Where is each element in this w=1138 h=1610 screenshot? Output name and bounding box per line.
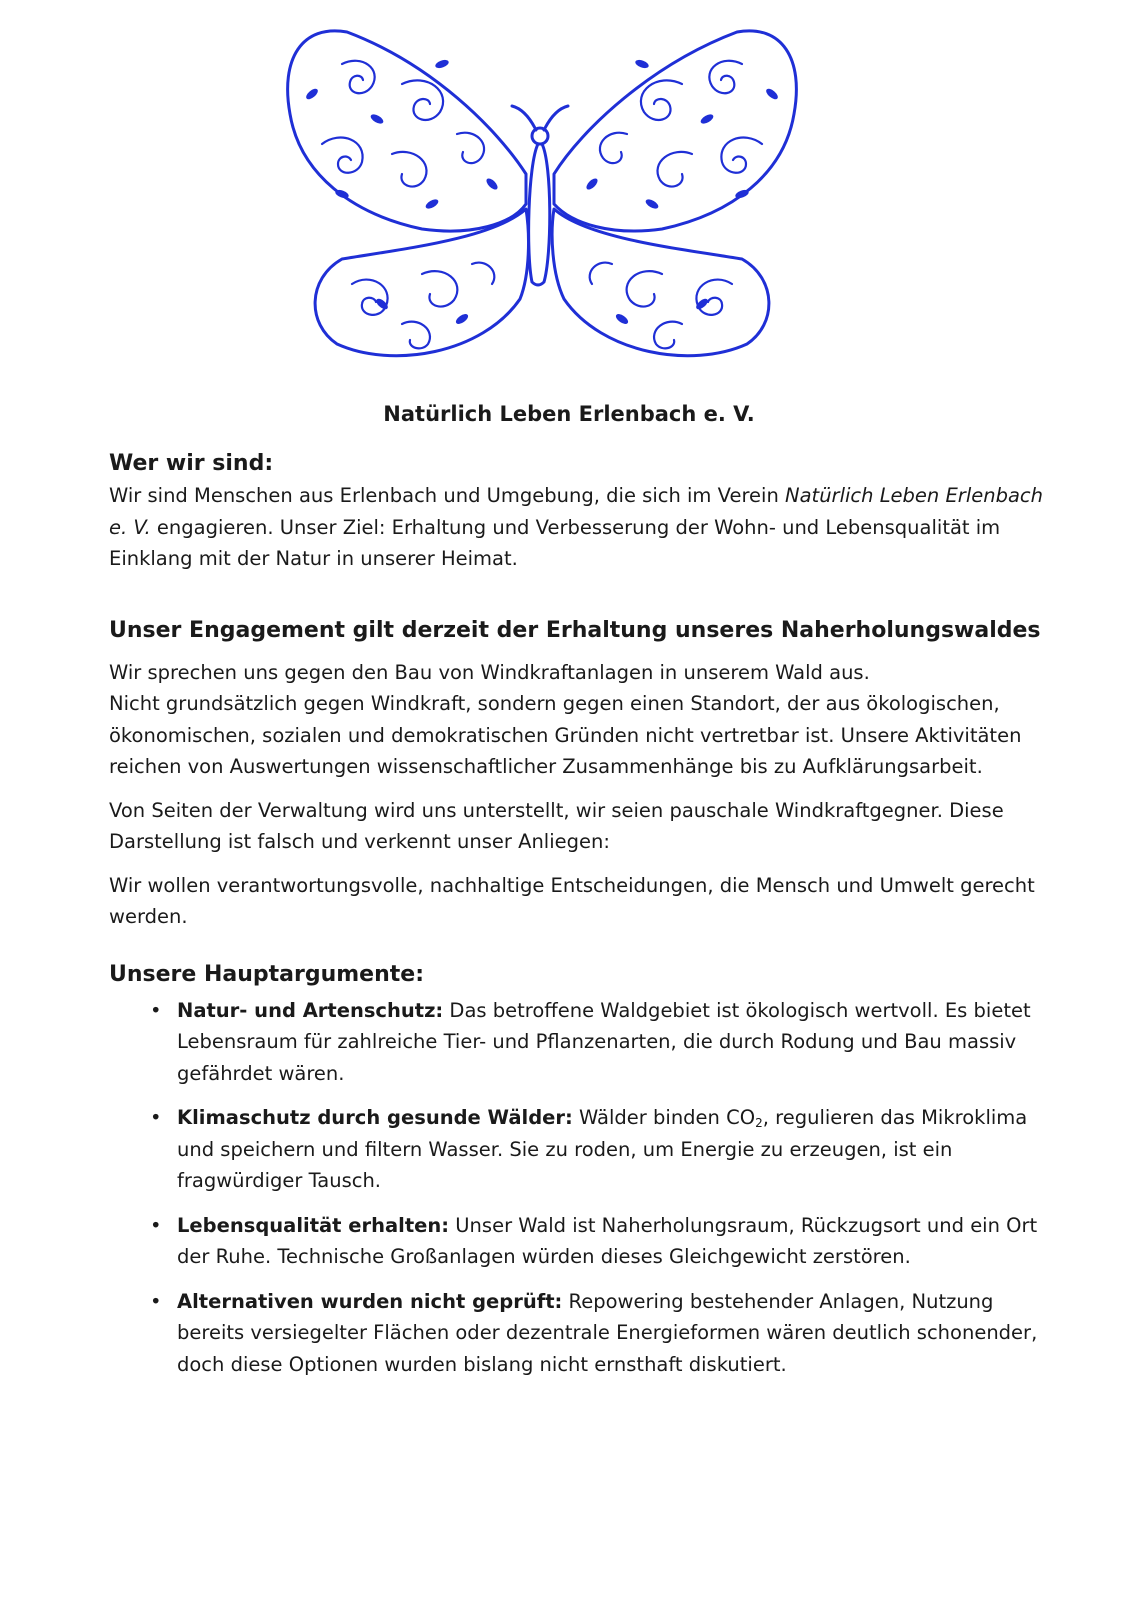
list-item <box>150 1286 1049 1381</box>
section-who-title: Wer wir sind: <box>109 451 274 476</box>
butterfly-logo-icon <box>282 24 802 364</box>
bullet-icon: • <box>150 998 162 1022</box>
list-item <box>150 1102 1049 1197</box>
bullet-icon: • <box>150 1213 162 1237</box>
argument-text: , regulieren das Mikroklima und speichern und filtern Wasser. Sie zu roden, um Energie zu erzeugen, ist ein fragwürdiger Tausch. <box>177 1106 1028 1192</box>
section-who-text <box>109 480 1049 575</box>
who-text-b: engagieren. Unser Ziel: Erhaltung und Verbesserung der Wohn- und Lebensqualität im Einklang mit der Natur in unserer Heimat. <box>109 515 1001 570</box>
argument-label: Klimaschutz durch gesunde Wälder: <box>177 1106 573 1129</box>
who-text-a: Wir sind Menschen aus Erlenbach und Umgebung, die sich im Verein <box>109 484 786 507</box>
list-item <box>150 995 1049 1090</box>
argument-label: Natur- und Artenschutz: <box>177 998 444 1022</box>
bullet-icon: • <box>150 1106 162 1129</box>
engagement-paragraph: Wir wollen verantwortungsvolle, nachhaltige Entscheidungen, die Mensch und Umwelt gerecht werden. <box>109 873 1035 928</box>
section-engagement-title: Unser Engagement gilt derzeit der Erhaltung unseres Naherholungswaldes <box>109 617 1041 643</box>
argument-text: Repowering bestehender Anlagen, Nutzung bereits versiegelter Flächen oder dezentrale Energieformen wären deutlich schonender, doch diese Optionen wurden bislang nicht ernsthaft diskutiert. <box>177 1289 1038 1376</box>
engagement-paragraph: Wir sprechen uns gegen den Bau von Windkraftanlagen in unserem Wald aus. <box>109 660 870 684</box>
org-name: Natürlich Leben Erlenbach e. V. <box>383 402 755 426</box>
section-arguments-title: Unsere Hauptargumente: <box>109 961 425 987</box>
argument-label: Alternativen wurden nicht geprüft: <box>177 1289 563 1313</box>
who-text-org: Natürlich Leben Erlenbach e. V. <box>109 484 1044 539</box>
arguments-list <box>109 995 1049 1381</box>
argument-label: Lebensqualität erhalten: <box>177 1213 450 1237</box>
main-content <box>109 448 1049 1393</box>
bullet-icon: • <box>150 1289 162 1313</box>
engagement-paragraph: Nicht grundsätzlich gegen Windkraft, sondern gegen einen Standort, der aus ökologischen, ökonomischen, sozialen und demokratischen Gründen nicht vertretbar ist. Unsere Aktivitäten reichen von Auswertungen wissenschaftlicher Zusammenhänge bis zu Aufklärungsarbeit. <box>109 692 1022 778</box>
engagement-paragraph: Von Seiten der Verwaltung wird uns unterstellt, wir seien pauschale Windkraftgegner. Diese Darstellung ist falsch und verkennt unser Anliegen: <box>109 798 1004 853</box>
argument-text: Wälder binden CO <box>572 1106 756 1129</box>
list-item <box>150 1210 1049 1273</box>
co2-subscript: 2 <box>755 1116 763 1130</box>
argument-text: Unser Wald ist Naherholungsraum, Rückzugsort und ein Ort der Ruhe. Technische Großanlagen würden dieses Gleichgewicht zerstören. <box>177 1213 1038 1268</box>
argument-text: Das betroffene Waldgebiet ist ökologisch wertvoll. Es bietet Lebensraum für zahlreiche Tier- und Pflanzenarten, die durch Rodung und Bau massiv gefährdet wären. <box>177 998 1031 1085</box>
